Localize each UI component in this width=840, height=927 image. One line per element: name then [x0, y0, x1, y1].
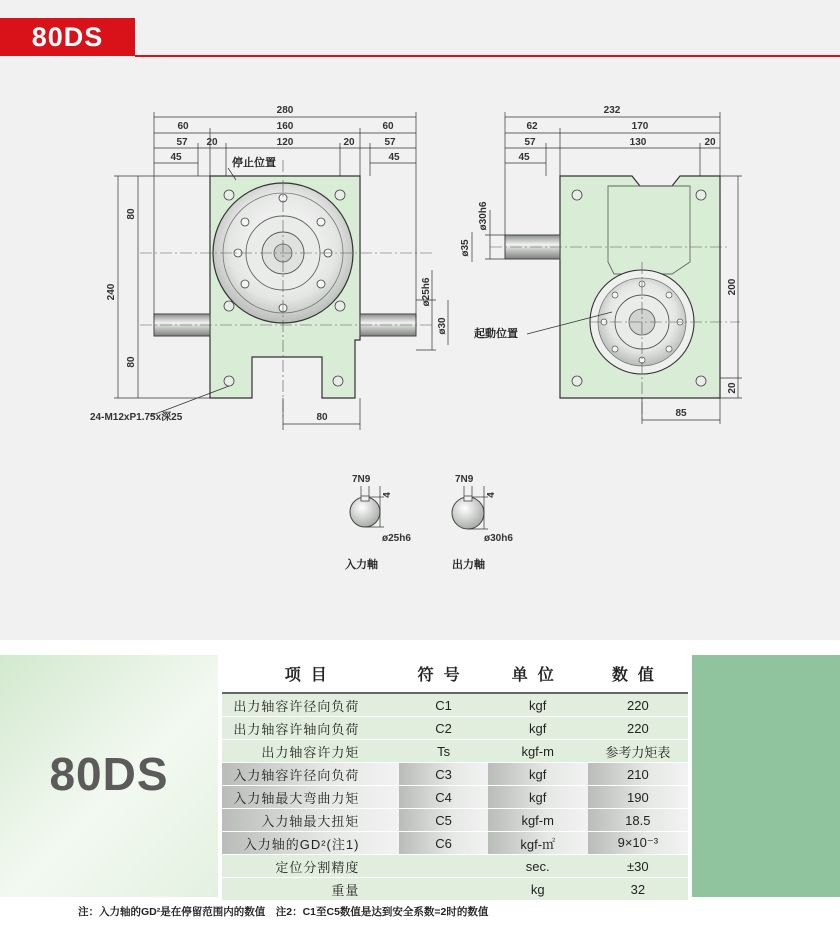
side-dim-130: 130 [629, 137, 647, 148]
front-dim-overall: 280 [276, 105, 294, 116]
input-shaft-label: 入力軸 [345, 558, 378, 571]
row-item: 定位分割精度 [222, 855, 399, 878]
row-item: 出力轴容许轴向负荷 [222, 717, 399, 740]
side-dim-200: 200 [727, 278, 738, 296]
col-header-unit: 单位 [488, 655, 588, 693]
key-detail-output [452, 474, 513, 571]
spec-header-row [222, 655, 688, 693]
side-dim-57: 57 [524, 137, 536, 148]
output-shaft-label: 出力軸 [452, 558, 485, 571]
row-unit: sec. [488, 855, 588, 878]
row-unit: kgf [488, 786, 588, 809]
table-row [222, 855, 688, 878]
row-unit: kgf-m [488, 809, 588, 832]
front-view [90, 105, 448, 430]
side-view [460, 105, 742, 424]
row-symbol: C5 [399, 809, 487, 832]
row-unit: kg [488, 878, 588, 901]
table-row [222, 878, 688, 901]
front-dim-shaft-30: ø30 [437, 317, 448, 335]
row-value: ±30 [588, 855, 688, 878]
row-unit: kgf [488, 717, 588, 740]
front-dim-57-right: 57 [384, 137, 396, 148]
table-row [222, 740, 688, 763]
front-dim-45-right: 45 [388, 152, 400, 163]
output-key-depth: 4 [486, 492, 497, 498]
row-symbol [399, 855, 487, 878]
row-value: 32 [588, 878, 688, 901]
front-dim-20-right: 20 [343, 137, 355, 148]
col-header-item: 项目 [222, 655, 399, 693]
row-item: 出力轴容许径向负荷 [222, 693, 399, 717]
row-symbol [399, 878, 487, 901]
col-header-symbol: 符号 [399, 655, 487, 693]
row-symbol: C6 [399, 832, 487, 855]
input-key-tol: 7N9 [352, 474, 371, 485]
thread-note: 24-M12xP1.75x深25 [90, 412, 183, 423]
row-symbol: C4 [399, 786, 487, 809]
front-dim-20-left: 20 [206, 137, 218, 148]
model-panel [0, 655, 218, 897]
row-unit: kgf-㎡ [488, 832, 588, 855]
row-value: 190 [588, 786, 688, 809]
side-dim-20: 20 [704, 137, 716, 148]
table-row [222, 786, 688, 809]
output-key-tol: 7N9 [455, 474, 474, 485]
row-item: 重量 [222, 878, 399, 901]
row-value: 220 [588, 717, 688, 740]
front-dim-120: 120 [276, 137, 294, 148]
footnote: 注：入力轴的GD²是在停留范围内的数值 注2：C1至C5数值是达到安全系数=2时的数值 [78, 906, 489, 918]
row-value: 参考力矩表 [588, 740, 688, 763]
row-value: 18.5 [588, 809, 688, 832]
model-label: 80DS [49, 748, 169, 800]
row-item: 入力轴最大弯曲力矩 [222, 786, 399, 809]
front-dim-57-left: 57 [176, 137, 188, 148]
row-symbol: Ts [399, 740, 487, 763]
front-dim-right: 60 [382, 121, 394, 132]
front-dim-shaft-25h6: ø25h6 [421, 277, 432, 307]
side-dim-62: 62 [526, 121, 538, 132]
table-row [222, 693, 688, 717]
side-dim-45: 45 [518, 152, 530, 163]
row-value: 9×10⁻³ [588, 832, 688, 855]
col-header-value: 数值 [588, 655, 688, 693]
front-dim-left: 60 [177, 121, 189, 132]
start-position-label: 起動位置 [474, 327, 518, 340]
front-dim-80-base: 80 [316, 412, 328, 423]
row-symbol: C2 [399, 717, 487, 740]
front-dim-center: 160 [276, 121, 294, 132]
front-dim-45-left: 45 [170, 152, 182, 163]
input-key-depth: 4 [382, 492, 393, 498]
side-dim-shaft-30h6: ø30h6 [478, 201, 489, 231]
front-dim-240: 240 [106, 283, 117, 301]
spec-section [0, 655, 840, 897]
table-row [222, 763, 688, 786]
row-symbol: C3 [399, 763, 487, 786]
stop-position-label: 停止位置 [232, 156, 276, 169]
model-title-tag: 80DS [0, 18, 135, 56]
side-dim-shaft-35: ø35 [460, 239, 471, 257]
input-key-dia: ø25h6 [382, 533, 411, 544]
side-dim-20-bottom: 20 [727, 382, 738, 394]
table-row [222, 717, 688, 740]
row-unit: kgf [488, 763, 588, 786]
row-item: 出力轴容许力矩 [222, 740, 399, 763]
row-item: 入力轴最大扭矩 [222, 809, 399, 832]
row-value: 210 [588, 763, 688, 786]
accent-panel [692, 655, 840, 897]
row-unit: kgf-m [488, 740, 588, 763]
row-item: 入力轴的GD²(注1) [222, 832, 399, 855]
key-detail-input [345, 474, 411, 571]
row-symbol: C1 [399, 693, 487, 717]
side-dim-170: 170 [631, 121, 649, 132]
output-key-dia: ø30h6 [484, 533, 513, 544]
row-unit: kgf [488, 693, 588, 717]
side-dim-overall: 232 [603, 105, 621, 116]
row-value: 220 [588, 693, 688, 717]
spec-table [222, 655, 688, 901]
front-dim-80-bottom: 80 [126, 356, 137, 368]
table-row [222, 809, 688, 832]
side-dim-85: 85 [675, 408, 687, 419]
row-item: 入力轴容许径向负荷 [222, 763, 399, 786]
table-row [222, 832, 688, 855]
front-dim-80-top: 80 [126, 208, 137, 220]
